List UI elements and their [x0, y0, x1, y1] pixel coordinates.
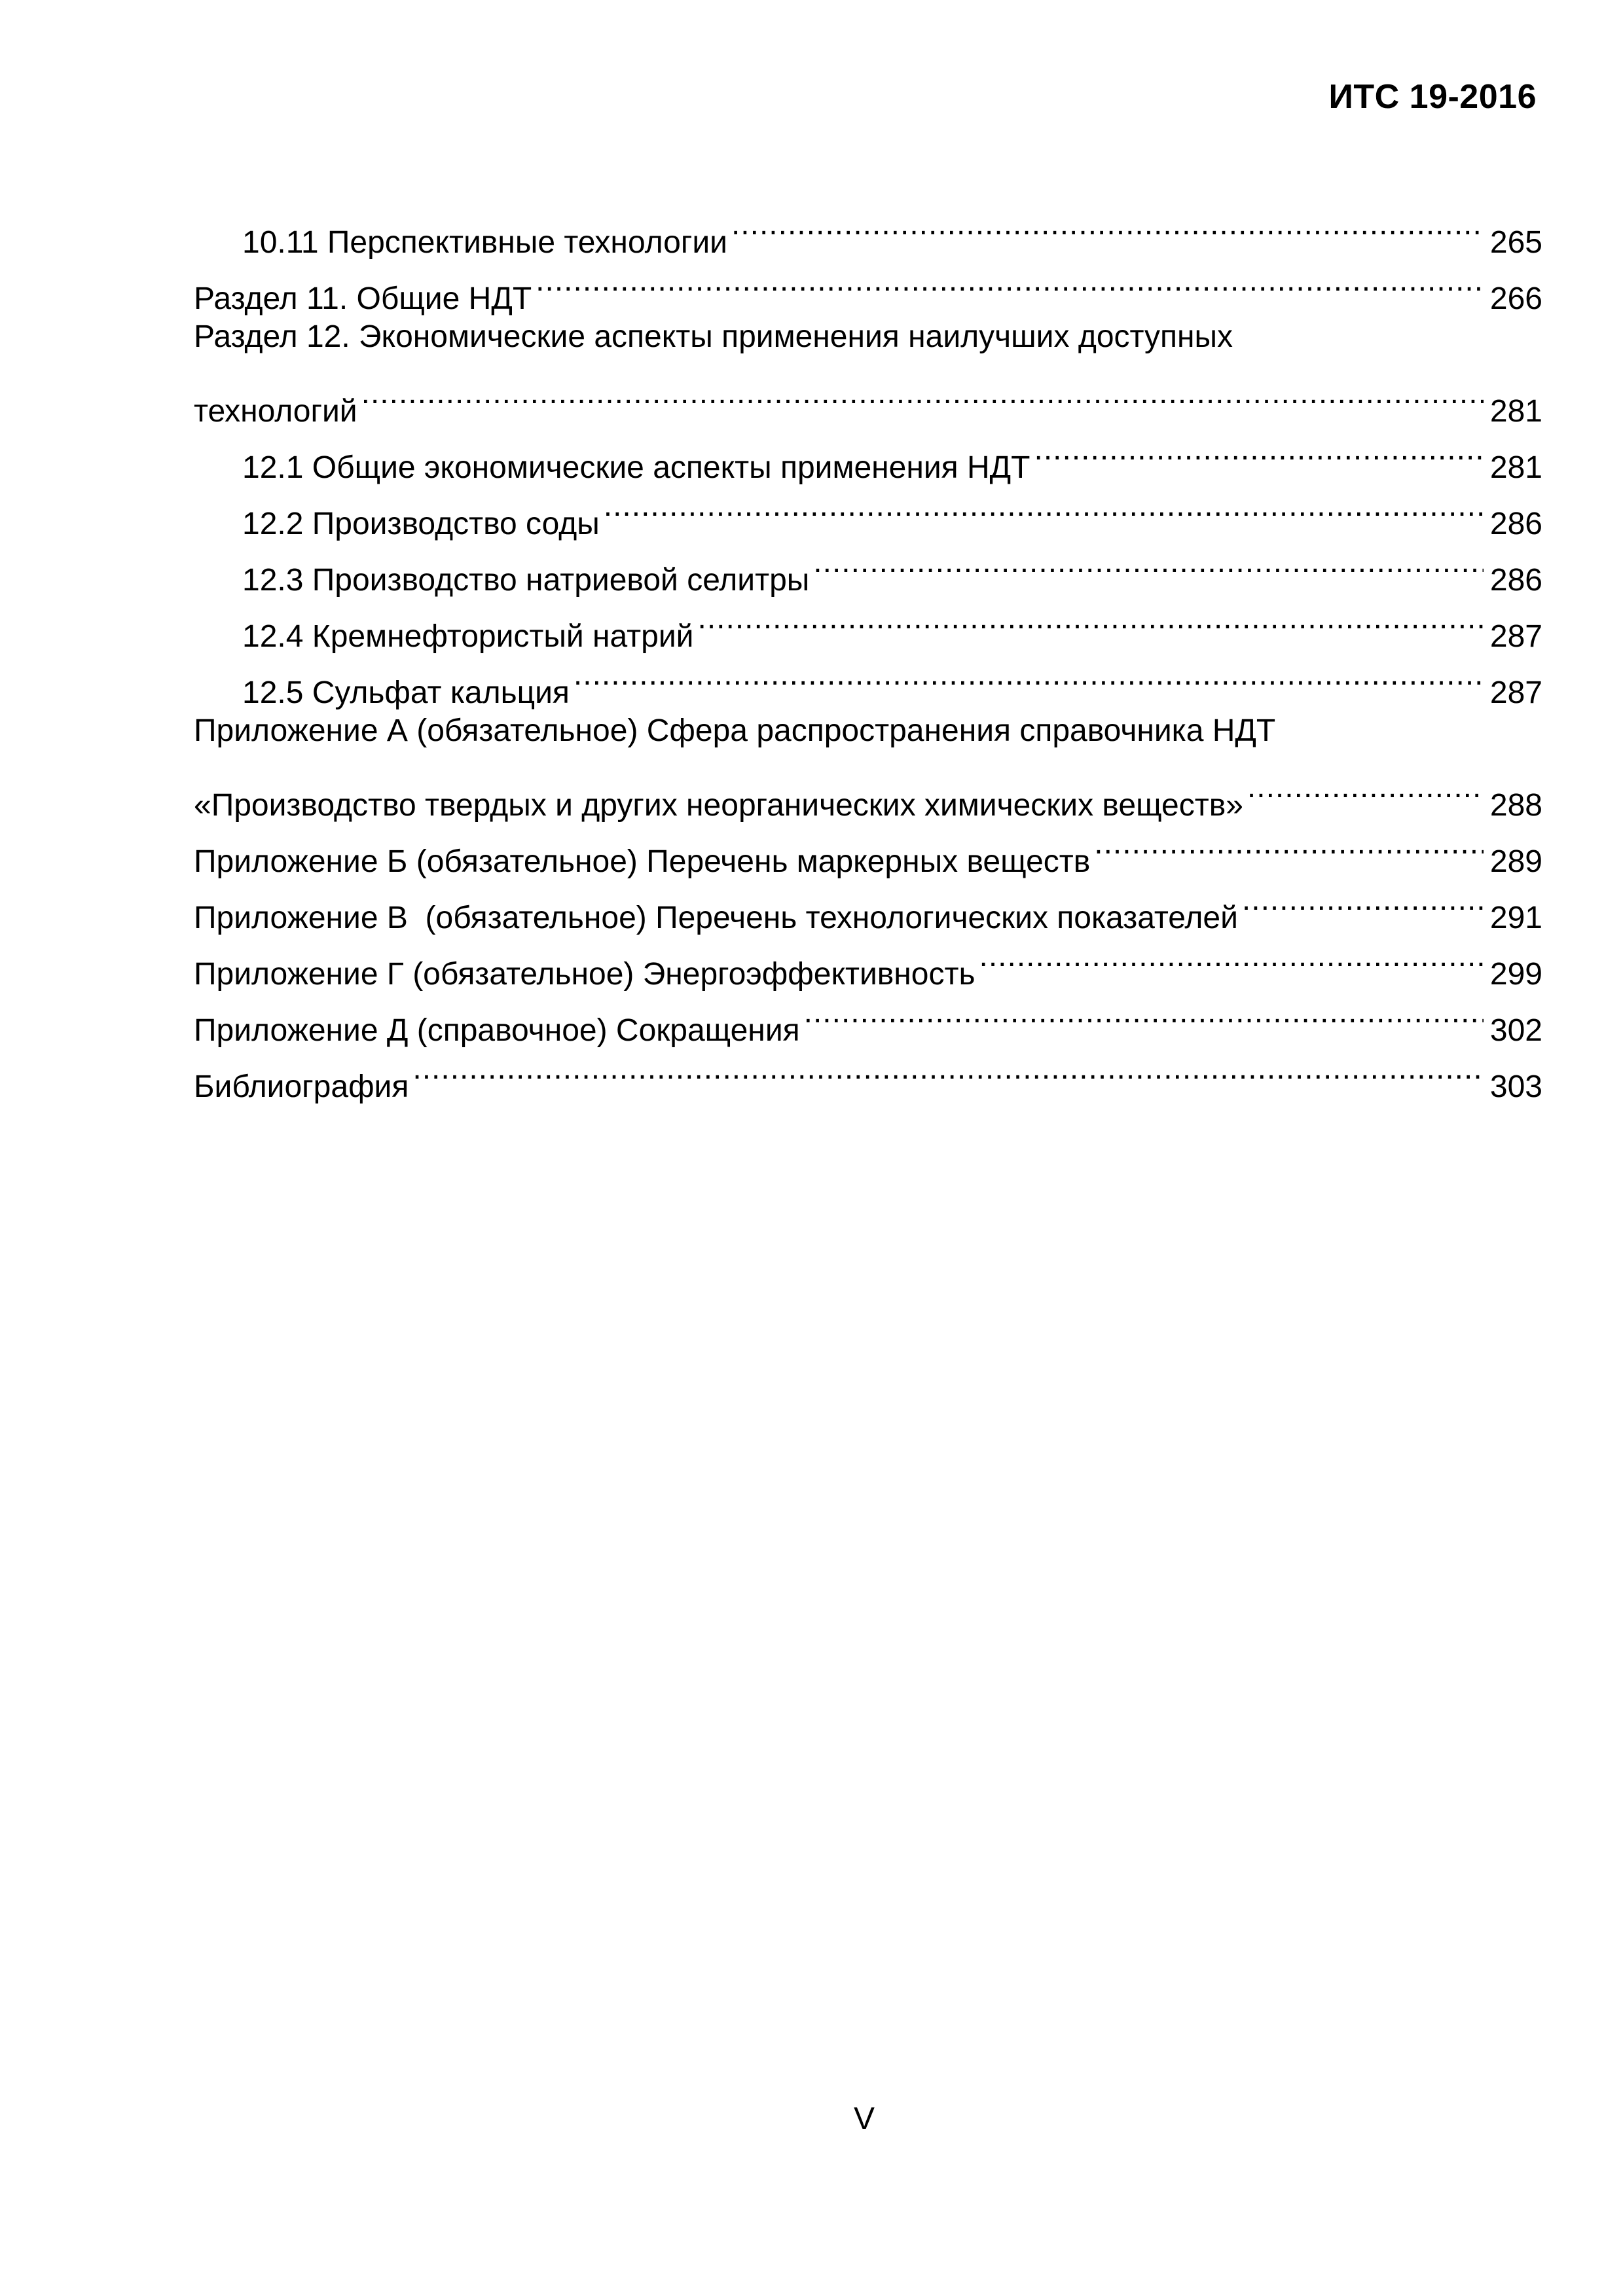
toc-entry-section-12-line1[interactable] — [194, 309, 1542, 365]
toc-entry-page: 281 — [1489, 394, 1542, 429]
toc-entry-title: технологий — [194, 394, 357, 429]
toc-leader-dots — [813, 534, 1484, 590]
toc-leader-dots — [979, 928, 1483, 984]
page-number: V — [853, 2102, 875, 2136]
toc-entry-title: 12.1 Общие экономические аспекты применения НДТ — [242, 450, 1030, 485]
toc-entry-12-1[interactable] — [194, 422, 1542, 485]
toc-entry-page: 289 — [1489, 844, 1542, 879]
toc-entry-title: Раздел 11. Общие НДТ — [194, 281, 532, 316]
toc-leader-dots — [804, 984, 1484, 1041]
table-of-contents — [194, 196, 1542, 1104]
toc-entry-page: 281 — [1489, 450, 1542, 485]
toc-entry-page: 287 — [1489, 619, 1542, 654]
toc-entry-page: 286 — [1489, 507, 1542, 541]
toc-entry-title: Приложение А (обязательное) Сфера распространения справочника НДТ — [194, 713, 1276, 748]
toc-leader-dots — [361, 365, 1484, 422]
toc-leader-dots — [697, 590, 1483, 647]
toc-entry-page: 266 — [1489, 281, 1542, 316]
toc-entry-appendix-a-line2[interactable] — [194, 759, 1542, 823]
toc-entry-title: Приложение Д (справочное) Сокращения — [194, 1013, 800, 1048]
toc-leader-dots — [412, 1041, 1484, 1097]
toc-entry-title: 12.4 Кремнефтористый натрий — [242, 619, 694, 654]
toc-entry-page: 288 — [1489, 788, 1542, 823]
toc-leader-dots — [536, 253, 1484, 309]
toc-entry-page: 287 — [1489, 675, 1542, 710]
toc-entry-title: «Производство твердых и других неорганических химических веществ» — [194, 788, 1243, 823]
toc-entry-title: Приложение Г (обязательное) Энергоэффективность — [194, 957, 976, 992]
toc-entry-title: 12.2 Производство соды — [242, 507, 600, 541]
toc-entry-page: 302 — [1489, 1013, 1542, 1048]
toc-entry-title: Библиография — [194, 1069, 409, 1104]
toc-leader-dots — [1247, 759, 1484, 816]
toc-entry-section-12-line2[interactable] — [194, 365, 1542, 429]
toc-entry-title: 10.11 Перспективные технологии — [242, 225, 727, 260]
toc-leader-dots — [1094, 816, 1484, 872]
toc-leader-dots — [1242, 872, 1484, 928]
toc-leader-dots — [731, 196, 1484, 253]
document-code: ИТС 19-2016 — [1328, 78, 1537, 116]
toc-entry-title: Раздел 12. Экономические аспекты применения наилучших доступных — [194, 319, 1233, 354]
toc-entry-page: 303 — [1489, 1069, 1542, 1104]
toc-entry-page: 265 — [1489, 225, 1542, 260]
toc-entry-appendix-a-line1[interactable] — [194, 703, 1542, 759]
toc-entry-title: Приложение В (обязательное) Перечень технологических показателей — [194, 901, 1238, 935]
toc-leader-dots — [604, 478, 1484, 534]
toc-entry-title: 12.3 Производство натриевой селитры — [242, 563, 810, 598]
toc-entry-page: 291 — [1489, 901, 1542, 935]
toc-entry-title: 12.5 Сульфат кальция — [242, 675, 570, 710]
toc-entry-10-11[interactable] — [194, 196, 1542, 260]
toc-leader-dots — [574, 647, 1484, 703]
toc-entry-page: 286 — [1489, 563, 1542, 598]
toc-entry-page: 299 — [1489, 957, 1542, 992]
toc-entry-title: Приложение Б (обязательное) Перечень маркерных веществ — [194, 844, 1091, 879]
toc-leader-dots — [1034, 422, 1484, 478]
